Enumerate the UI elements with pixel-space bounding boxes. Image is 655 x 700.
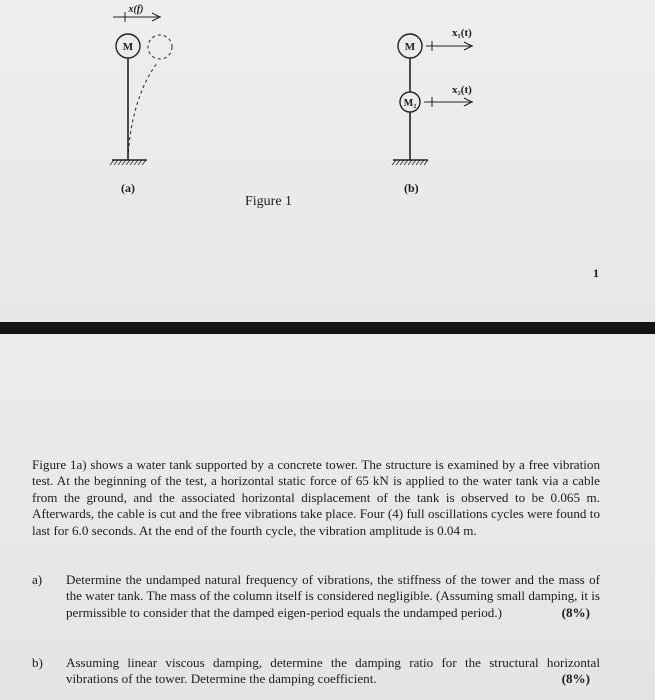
x2-label: x₂(t) [452, 84, 472, 96]
subfigure-label-b: (b) [404, 181, 419, 195]
figure-1-diagram [0, 0, 655, 322]
x1-label: x₁(t) [452, 27, 472, 39]
ground-hatch-a [110, 160, 146, 165]
question-b-label: b) [32, 655, 43, 670]
mass-label-top-b: M [404, 41, 416, 53]
subfigure-label-a: (a) [121, 181, 135, 195]
displaced-mass-a [148, 35, 172, 59]
deformed-column-a [128, 62, 158, 158]
mass-label-a: M [122, 41, 134, 53]
page-divider [0, 322, 655, 334]
question-b-weight: (8%) [561, 671, 590, 687]
figure-a [110, 12, 172, 165]
page-number: 1 [593, 266, 599, 280]
question-a-label: a) [32, 572, 43, 587]
problem-statement: Figure 1a) shows a water tank supported by a concrete tower. The structure is examined by a free vibration test. At the beginning of the test, a horizontal static force of 65 kN is applied to the water tank via a cable from the ground, and the associated horizontal displacement of the tank is observed to be 0.065 m. Afterwards, the cable is cut and the free vibrations take place. Four (4) full oscillations cycles were found to last for 6.0 seconds. At the end of the fourth cycle, the vibration amplitude is 0.04 m. [32, 457, 600, 538]
question-a [32, 572, 600, 621]
ground-hatch-b [392, 160, 428, 165]
upper-page [0, 0, 655, 322]
displacement-label-a: x(f) [128, 4, 144, 15]
mass-label-bottom-b: M₂ [403, 98, 417, 109]
question-b [32, 655, 600, 688]
figure-caption: Figure 1 [245, 194, 293, 209]
question-b-text: Assuming linear viscous damping, determine the damping ratio for the structural horizontal vibrations of the tower. Determine the damping coefficient. [66, 655, 600, 687]
question-a-text: Determine the undamped natural frequency of vibrations, the stiffness of the tower and the mass of the water tank. The mass of the column itself is considered negligible. (Assuming small damping, it is permissible to consider that the damped eigen-period equals the undamped period.) [66, 572, 600, 620]
question-a-weight: (8%) [561, 604, 590, 620]
